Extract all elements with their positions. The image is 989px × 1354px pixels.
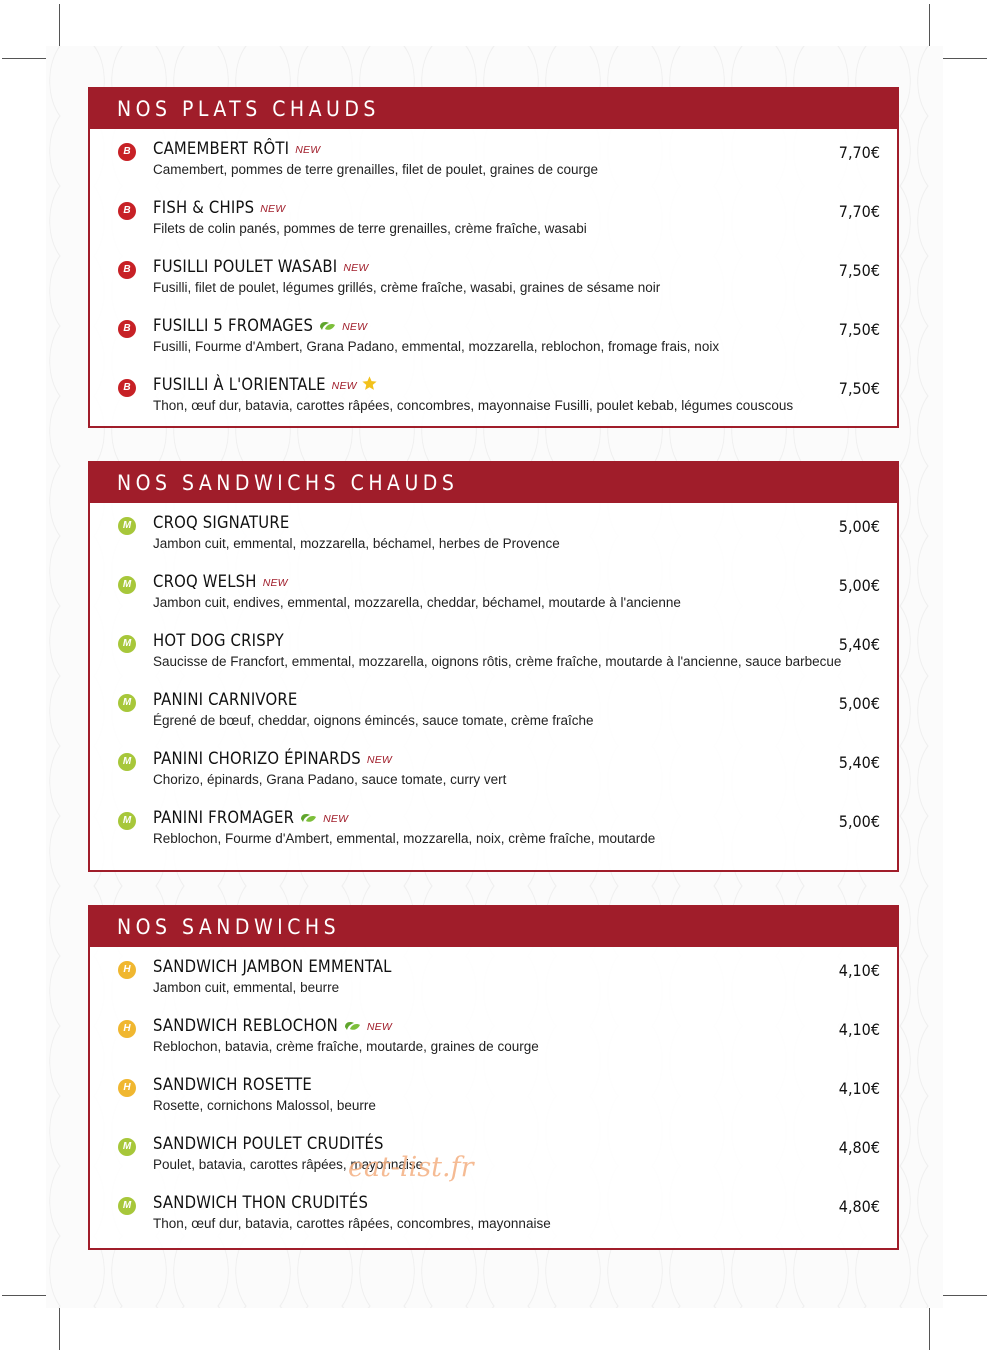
- new-tag: NEW: [295, 144, 321, 156]
- item-name: FUSILLI POULET WASABI: [153, 257, 338, 276]
- section-title: NOS PLATS CHAUDS: [90, 89, 897, 129]
- crop-mark: [59, 4, 60, 46]
- crop-mark: [943, 58, 987, 59]
- item-name-line: [153, 139, 320, 158]
- vegetarian-leaf-icon: [300, 809, 317, 828]
- item-name: FISH & CHIPS: [153, 198, 255, 217]
- item-name-line: [153, 1075, 312, 1094]
- category-badge-icon: M: [118, 576, 136, 594]
- item-description: Filets de colin panés, pommes de terre grenailles, crème fraîche, wasabi: [153, 221, 587, 236]
- vegetarian-leaf-icon: [319, 317, 336, 336]
- item-name: SANDWICH THON CRUDITÉS: [153, 1193, 369, 1212]
- category-badge-icon: B: [118, 143, 136, 161]
- section-plats-chauds: [88, 87, 899, 428]
- item-name: CAMEMBERT RÔTI: [153, 139, 290, 158]
- item-name-line: [153, 572, 288, 591]
- item-price: 5,00€: [838, 812, 880, 831]
- item-price: 5,00€: [838, 576, 880, 595]
- item-name-line: [153, 1193, 368, 1212]
- item-name: SANDWICH ROSETTE: [153, 1075, 312, 1094]
- new-tag: NEW: [323, 813, 349, 825]
- item-description: Fusilli, filet de poulet, légumes grillés, crème fraîche, wasabi, graines de sésame noir: [153, 280, 661, 295]
- item-price: 7,70€: [838, 202, 880, 221]
- item-price: 7,70€: [838, 143, 880, 162]
- section-title: NOS SANDWICHS CHAUDS: [90, 463, 897, 503]
- menu-item: [90, 251, 897, 301]
- item-description: Thon, œuf dur, batavia, carottes râpées, concombres, mayonnaise: [153, 1216, 551, 1231]
- category-badge-icon: H: [118, 1079, 136, 1097]
- category-badge-icon: M: [118, 1138, 136, 1156]
- item-name-line: [153, 198, 285, 217]
- menu-item: [90, 507, 897, 557]
- category-badge-icon: B: [118, 202, 136, 220]
- item-name-line: [153, 1134, 384, 1153]
- item-name-line: [153, 316, 367, 336]
- item-name: HOT DOG CRISPY: [153, 631, 284, 650]
- item-name-line: [153, 257, 368, 276]
- item-description: Reblochon, batavia, crème fraîche, moutarde, graines de courge: [153, 1039, 539, 1054]
- item-name-line: [153, 513, 289, 532]
- new-tag: NEW: [343, 262, 369, 274]
- item-description: Rosette, cornichons Malossol, beurre: [153, 1098, 376, 1113]
- item-name: CROQ WELSH: [153, 572, 257, 591]
- category-badge-icon: H: [118, 1020, 136, 1038]
- item-description: Poulet, batavia, carottes râpées, mayonnaise: [153, 1157, 424, 1172]
- item-price: 4,10€: [838, 1020, 880, 1039]
- section-title: NOS SANDWICHS: [90, 907, 897, 947]
- new-tag: NEW: [331, 380, 357, 392]
- category-badge-icon: B: [118, 379, 136, 397]
- item-name: CROQ SIGNATURE: [153, 513, 290, 532]
- star-icon: [361, 375, 378, 396]
- vegetarian-leaf-icon: [344, 1017, 361, 1036]
- category-badge-icon: M: [118, 694, 136, 712]
- item-description: Chorizo, épinards, Grana Padano, sauce tomate, curry vert: [153, 772, 507, 787]
- menu-item: [90, 192, 897, 242]
- new-tag: NEW: [366, 1021, 392, 1033]
- item-description: Égrené de bœuf, cheddar, oignons émincés, sauce tomate, crème fraîche: [153, 713, 594, 728]
- crop-mark: [59, 1308, 60, 1350]
- menu-item: [90, 684, 897, 734]
- menu-item: [90, 1187, 897, 1237]
- category-badge-icon: M: [118, 1197, 136, 1215]
- section-sandwichs: [88, 905, 899, 1250]
- item-name: PANINI CARNIVORE: [153, 690, 298, 709]
- item-price: 7,50€: [838, 379, 880, 398]
- item-description: Jambon cuit, emmental, mozzarella, béchamel, herbes de Provence: [153, 536, 560, 551]
- item-name: FUSILLI 5 FROMAGES: [153, 316, 314, 335]
- menu-item: [90, 625, 897, 675]
- item-price: 4,80€: [838, 1197, 880, 1216]
- item-name-line: [153, 631, 284, 650]
- item-name: FUSILLI À L'ORIENTALE: [153, 375, 326, 394]
- menu-item: [90, 1128, 897, 1178]
- new-tag: NEW: [366, 754, 393, 766]
- item-description: Thon, œuf dur, batavia, carottes râpées, concombres, mayonnaise Fusilli, poulet kebab, légumes couscous: [153, 398, 794, 413]
- menu-item: [90, 566, 897, 616]
- menu-item: [90, 369, 897, 419]
- item-name-line: [153, 749, 392, 768]
- category-badge-icon: H: [118, 961, 136, 979]
- item-price: 5,40€: [838, 753, 880, 772]
- item-price: 4,80€: [838, 1138, 880, 1157]
- category-badge-icon: M: [118, 635, 136, 653]
- menu-item: [90, 743, 897, 793]
- crop-mark: [929, 1308, 930, 1350]
- category-badge-icon: M: [118, 517, 136, 535]
- menu-item: [90, 1069, 897, 1119]
- item-name: SANDWICH JAMBON EMMENTAL: [153, 957, 392, 976]
- crop-mark: [2, 58, 46, 59]
- item-price: 5,00€: [838, 517, 880, 536]
- category-badge-icon: M: [118, 753, 136, 771]
- menu-item: [90, 951, 897, 1001]
- new-tag: NEW: [342, 321, 368, 333]
- item-price: 5,00€: [838, 694, 880, 713]
- item-description: Jambon cuit, endives, emmental, mozzarella, cheddar, béchamel, moutarde à l'ancienne: [153, 595, 681, 610]
- item-name: PANINI FROMAGER: [153, 808, 295, 827]
- section-sandwichs-chauds: [88, 461, 899, 872]
- crop-mark: [2, 1295, 46, 1296]
- new-tag: NEW: [262, 577, 288, 589]
- item-description: Camembert, pommes de terre grenailles, filet de poulet, graines de courge: [153, 162, 598, 177]
- item-name: SANDWICH REBLOCHON: [153, 1016, 338, 1035]
- item-name: SANDWICH POULET CRUDITÉS: [153, 1134, 384, 1153]
- item-name-line: [153, 690, 297, 709]
- item-price: 4,10€: [838, 961, 880, 980]
- item-price: 4,10€: [838, 1079, 880, 1098]
- new-tag: NEW: [260, 203, 286, 215]
- item-name-line: [153, 957, 392, 976]
- item-name-line: [153, 375, 378, 396]
- menu-item: [90, 133, 897, 183]
- crop-mark: [929, 4, 930, 46]
- item-description: Fusilli, Fourme d'Ambert, Grana Padano, emmental, mozzarella, reblochon, fromage frais, noix: [153, 339, 720, 354]
- category-badge-icon: M: [118, 812, 136, 830]
- menu-item: [90, 310, 897, 360]
- item-description: Reblochon, Fourme d'Ambert, emmental, mozzarella, noix, crème fraîche, moutarde: [153, 831, 656, 846]
- menu-item: [90, 1010, 897, 1060]
- item-name-line: [153, 1016, 392, 1036]
- item-price: 5,40€: [838, 635, 880, 654]
- crop-mark: [943, 1295, 987, 1296]
- category-badge-icon: B: [118, 320, 136, 338]
- item-price: 7,50€: [838, 261, 880, 280]
- watermark: eat-list.fr: [348, 1152, 474, 1183]
- item-description: Saucisse de Francfort, emmental, mozzarella, oignons rôtis, crème fraîche, moutarde à l'ancienne, sauce barbecue: [153, 654, 842, 669]
- item-name-line: [153, 808, 348, 828]
- item-name: PANINI CHORIZO ÉPINARDS: [153, 749, 361, 768]
- item-description: Jambon cuit, emmental, beurre: [153, 980, 340, 995]
- category-badge-icon: B: [118, 261, 136, 279]
- menu-item: [90, 802, 897, 852]
- item-price: 7,50€: [838, 320, 880, 339]
